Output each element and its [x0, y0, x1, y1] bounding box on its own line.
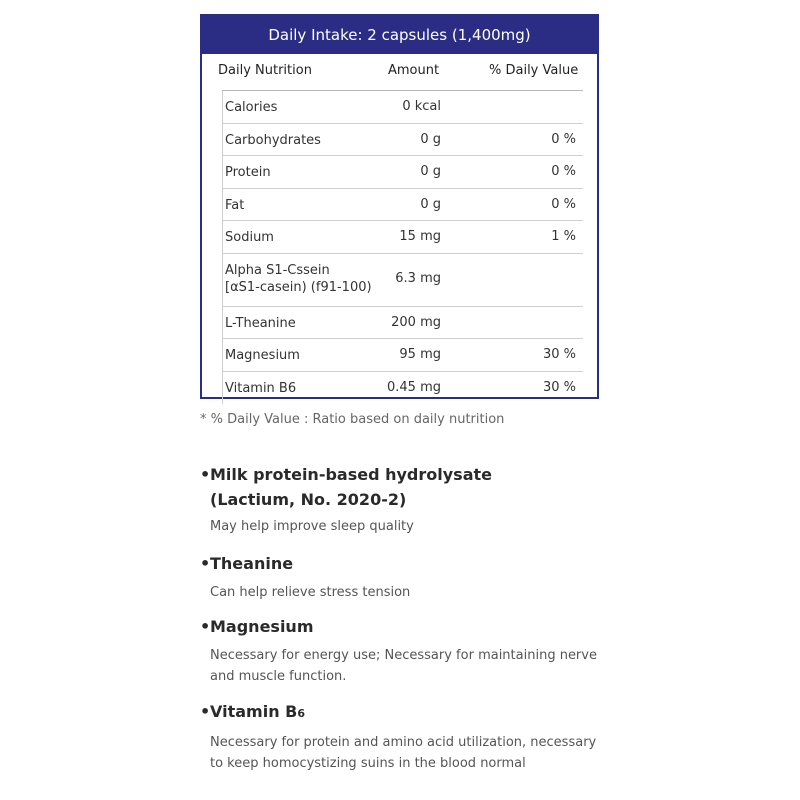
nutrient-name: Calories	[225, 100, 278, 115]
nutrition-rows	[222, 90, 583, 404]
column-header-nutrition: Daily Nutrition	[218, 63, 312, 78]
benefit-title-line1: Milk protein-based hydrolysate	[210, 465, 492, 484]
nutrient-daily-value: 0 %	[551, 164, 576, 179]
nutrient-amount: 0 g	[420, 131, 441, 147]
nutrient-name: Protein	[225, 165, 271, 180]
table-row	[222, 189, 583, 222]
nutrition-facts-table	[200, 14, 599, 399]
benefit-description	[200, 645, 597, 687]
column-header-daily-value: % Daily Value	[489, 63, 579, 78]
nutrient-amount: 0 g	[420, 164, 441, 179]
list-item	[200, 614, 597, 687]
nutrient-daily-value: 0 %	[551, 196, 576, 212]
daily-intake-label: Daily Intake: 2 capsules (1,400mg)	[268, 26, 531, 44]
table-row	[222, 124, 583, 157]
benefit-description	[200, 732, 596, 774]
table-row	[222, 307, 583, 340]
daily-intake-header	[202, 16, 597, 54]
table-row	[222, 372, 583, 405]
table-row	[222, 221, 583, 254]
table-row	[222, 156, 583, 189]
benefit-description-line2: to keep homocystizing suins in the blood normal	[210, 756, 526, 771]
nutrient-name	[225, 262, 372, 296]
nutrient-daily-value: 0 %	[551, 131, 576, 147]
nutrient-name-line1: Alpha S1-Cssein	[225, 262, 330, 278]
bullet-icon: •	[200, 617, 211, 636]
nutrient-daily-value: 30 %	[542, 379, 576, 395]
benefit-title	[200, 551, 410, 576]
benefit-description: May help improve sleep quality	[210, 519, 414, 534]
nutrient-amount: 15 mg	[399, 229, 441, 244]
nutrient-amount: 95 mg	[399, 347, 441, 362]
benefit-description-line1: Necessary for energy use; Necessary for maintaining nerve	[210, 648, 597, 663]
nutrient-amount: 0 kcal	[402, 99, 441, 114]
nutrient-amount: 200 mg	[391, 314, 441, 330]
benefit-description-line1: Necessary for protein and amino acid utilization, necessary	[210, 735, 597, 750]
nutrient-name: Fat	[225, 197, 245, 213]
benefit-title	[200, 614, 597, 639]
nutrient-name: Magnesium	[225, 348, 300, 363]
nutrient-amount: 0.45 mg	[387, 379, 441, 395]
benefit-title-line1: Magnesium	[210, 617, 314, 636]
table-column-headers	[202, 54, 597, 88]
benefit-title-line2: (Lactium, No. 2020-2)	[210, 490, 407, 509]
benefit-title-line1: Theanine	[210, 554, 294, 573]
benefit-title-subscript: 6	[297, 707, 305, 720]
list-item	[200, 551, 410, 603]
bullet-icon: •	[200, 554, 211, 573]
benefit-description: Can help relieve stress tension	[210, 585, 411, 600]
bullet-icon: •	[200, 702, 211, 721]
list-item	[200, 462, 492, 537]
bullet-icon: •	[200, 465, 211, 484]
list-item	[200, 699, 596, 774]
nutrient-name: Sodium	[225, 230, 274, 245]
nutrient-name: L-Theanine	[225, 315, 296, 331]
daily-value-footnote: * % Daily Value : Ratio based on daily nutrition	[200, 412, 505, 427]
column-header-amount: Amount	[388, 63, 440, 78]
nutrient-amount: 0 g	[420, 196, 441, 212]
benefit-title-line1: Vitamin B	[210, 702, 298, 721]
nutrient-amount: 6.3 mg	[395, 270, 441, 286]
benefit-title	[200, 699, 596, 726]
table-row	[222, 339, 583, 372]
table-row	[222, 91, 583, 124]
nutrient-daily-value: 30 %	[542, 347, 576, 362]
nutrient-name: Carbohydrates	[225, 132, 321, 148]
nutrient-daily-value: 1 %	[551, 229, 576, 244]
nutrient-name: Vitamin B6	[225, 380, 297, 396]
benefit-title	[200, 462, 492, 512]
table-row	[222, 254, 583, 307]
nutrient-name-line2: [αS1-casein) (f91-100)	[225, 279, 372, 295]
benefit-description-line2: and muscle function.	[210, 669, 347, 684]
